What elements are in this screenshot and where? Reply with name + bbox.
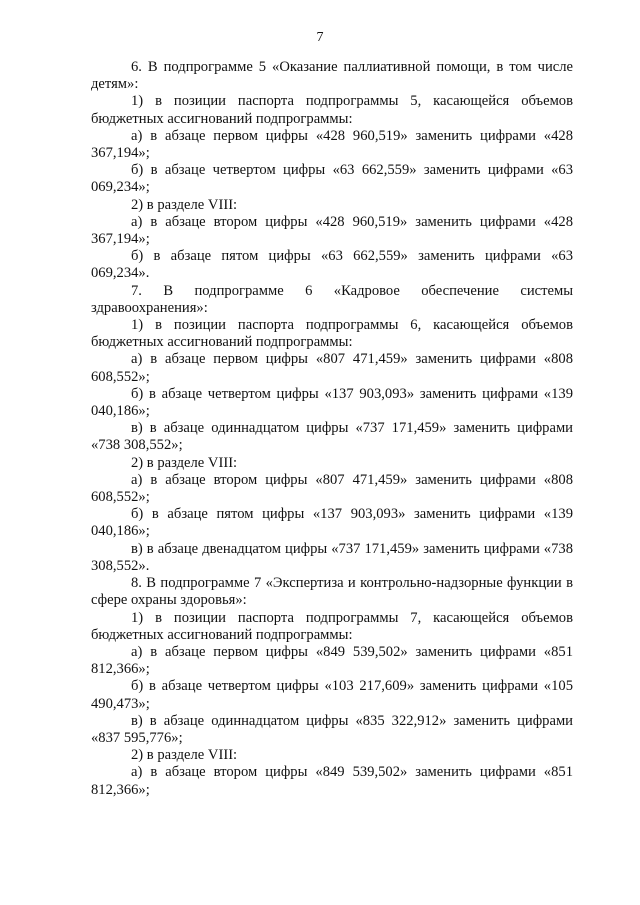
paragraph: 2) в разделе VIII: [131, 747, 238, 764]
paragraph: б) в абзаце пятом цифры «137 903,093» заменить цифрами «139 040,186»; [91, 506, 573, 540]
paragraph: б) в абзаце четвертом цифры «103 217,609» заменить цифрами «105 490,473»; [91, 678, 573, 712]
paragraph: 7. В подпрограмме 6 «Кадровое обеспечение системы здравоохранения»: [91, 282, 573, 316]
paragraph: 1) в позиции паспорта подпрограммы 7, касающейся объемов бюджетных ассигнований подпрограммы: [91, 609, 573, 643]
paragraph: в) в абзаце двенадцатом цифры «737 171,459» заменить цифрами «738 308,552». [91, 540, 573, 574]
page-number: 7 [316, 30, 324, 45]
paragraph: а) в абзаце втором цифры «807 471,459» заменить цифрами «808 608,552»; [91, 471, 573, 506]
paragraph: б) в абзаце четвертом цифры «137 903,093» заменить цифрами «139 040,186»; [91, 385, 573, 420]
paragraph: 6. В подпрограмме 5 «Оказание паллиативной помощи, в том числе детям»: [91, 59, 573, 93]
paragraph: а) в абзаце первом цифры «849 539,502» заменить цифрами «851 812,366»; [91, 643, 573, 678]
paragraph: а) в абзаце первом цифры «807 471,459» заменить цифрами «808 608,552»; [91, 351, 573, 385]
paragraph: 8. В подпрограмме 7 «Экспертиза и контрольно-надзорные функции в сфере охраны здоровья»: [91, 575, 573, 609]
paragraph: а) в абзаце втором цифры «428 960,519» заменить цифрами «428 367,194»; [91, 213, 573, 248]
paragraph: 1) в позиции паспорта подпрограммы 5, касающейся объемов бюджетных ассигнований подпрограммы: [91, 93, 573, 127]
paragraph: б) в абзаце пятом цифры «63 662,559» заменить цифрами «63 069,234». [91, 248, 573, 282]
paragraph: а) в абзаце первом цифры «428 960,519» заменить цифрами «428 367,194»; [91, 127, 573, 162]
paragraph: 2) в разделе VIII: [131, 196, 238, 213]
paragraph: 1) в позиции паспорта подпрограммы 6, касающейся объемов бюджетных ассигнований подпрограммы: [91, 317, 573, 351]
paragraph: а) в абзаце втором цифры «849 539,502» заменить цифрами «851 812,366»; [91, 764, 573, 798]
paragraph: в) в абзаце одиннадцатом цифры «737 171,459» заменить цифрами «738 308,552»; [91, 420, 573, 454]
paragraph: в) в абзаце одиннадцатом цифры «835 322,912» заменить цифрами «837 595,776»; [91, 712, 573, 746]
paragraph: б) в абзаце четвертом цифры «63 662,559» заменить цифрами «63 069,234»; [91, 162, 573, 196]
document-body [91, 59, 573, 799]
paragraph: 2) в разделе VIII: [131, 454, 238, 471]
